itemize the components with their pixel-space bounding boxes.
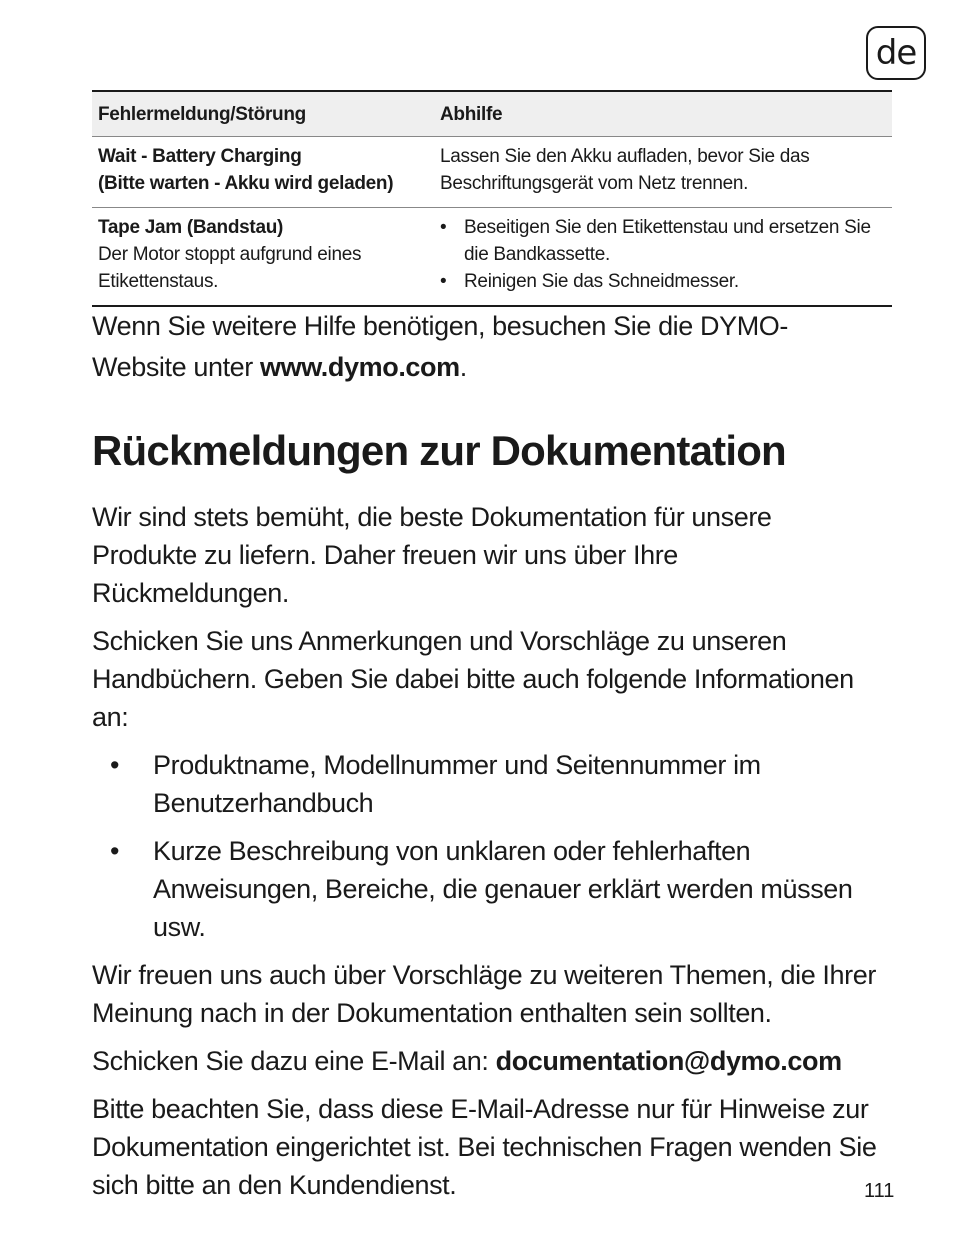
- list-item: • Reinigen Sie das Schneidmesser.: [440, 268, 886, 295]
- help-text-end: .: [459, 352, 467, 382]
- website-link[interactable]: www.dymo.com: [260, 352, 460, 382]
- header-remedy: Abhilfe: [434, 91, 892, 137]
- remedy-list: [440, 214, 886, 295]
- list-item: • Produktname, Modellnummer und Seitennummer im Benutzerhandbuch: [92, 746, 902, 822]
- error-title: Wait - Battery Charging: [98, 146, 302, 167]
- table-header-row: [92, 91, 892, 137]
- error-title: Tape Jam (Bandstau): [98, 217, 284, 238]
- language-badge: de: [866, 26, 926, 80]
- list-item: • Kurze Beschreibung von unklaren oder fehlerhaften Anweisungen, Bereiche, die genauer erklärt werden müssen usw.: [92, 832, 873, 946]
- request-paragraph: Schicken Sie uns Anmerkungen und Vorschläge zu unseren Handbüchern. Geben Sie dabei bitte auch folgende Informationen an:: [92, 626, 854, 732]
- topics-paragraph: Wir freuen uns auch über Vorschläge zu weiteren Themen, die Ihrer Meinung nach in der Dokumentation enthalten sein sollten.: [92, 960, 876, 1028]
- error-description: Der Motor stoppt aufgrund eines Etikettenstaus.: [98, 244, 362, 292]
- troubleshooting-table: [92, 90, 892, 307]
- remedy-cell: [434, 208, 892, 307]
- error-cell: [92, 208, 434, 307]
- help-paragraph: [92, 306, 812, 388]
- header-error-message: Fehlermeldung/Störung: [92, 91, 434, 137]
- error-title-translation: (Bitte warten - Akku wird geladen): [98, 173, 394, 194]
- remedy-text: Lassen Sie den Akku aufladen, bevor Sie das Beschriftungsgerät vom Netz trennen.: [440, 146, 810, 194]
- page-number: 111: [864, 1180, 895, 1202]
- email-paragraph: [92, 1042, 902, 1080]
- note-paragraph: Bitte beachten Sie, dass diese E-Mail-Adresse nur für Hinweise zur Dokumentation eingerichtet ist. Bei technischen Fragen wenden Sie sich bitte an den Kundendienst.: [92, 1094, 877, 1200]
- table-row: [92, 208, 892, 307]
- help-text: Wenn Sie weitere Hilfe benötigen, besuchen Sie die DYMO-Website unter: [92, 311, 788, 382]
- table-row: [92, 137, 892, 208]
- error-cell: [92, 137, 434, 208]
- section-heading: Rückmeldungen zur Dokumentation: [92, 427, 786, 474]
- info-list: [92, 746, 902, 946]
- list-item: • Beseitigen Sie den Etikettenstau und ersetzen Sie die Bandkassette.: [440, 214, 886, 268]
- main-content: [92, 306, 902, 1214]
- remedy-cell: [434, 137, 892, 208]
- intro-paragraph: Wir sind stets bemüht, die beste Dokumentation für unsere Produkte zu liefern. Daher freuen wir uns über Ihre Rückmeldungen.: [92, 502, 772, 608]
- email-link[interactable]: documentation@dymo.com: [495, 1046, 842, 1076]
- email-prefix: Schicken Sie dazu eine E-Mail an:: [92, 1046, 496, 1076]
